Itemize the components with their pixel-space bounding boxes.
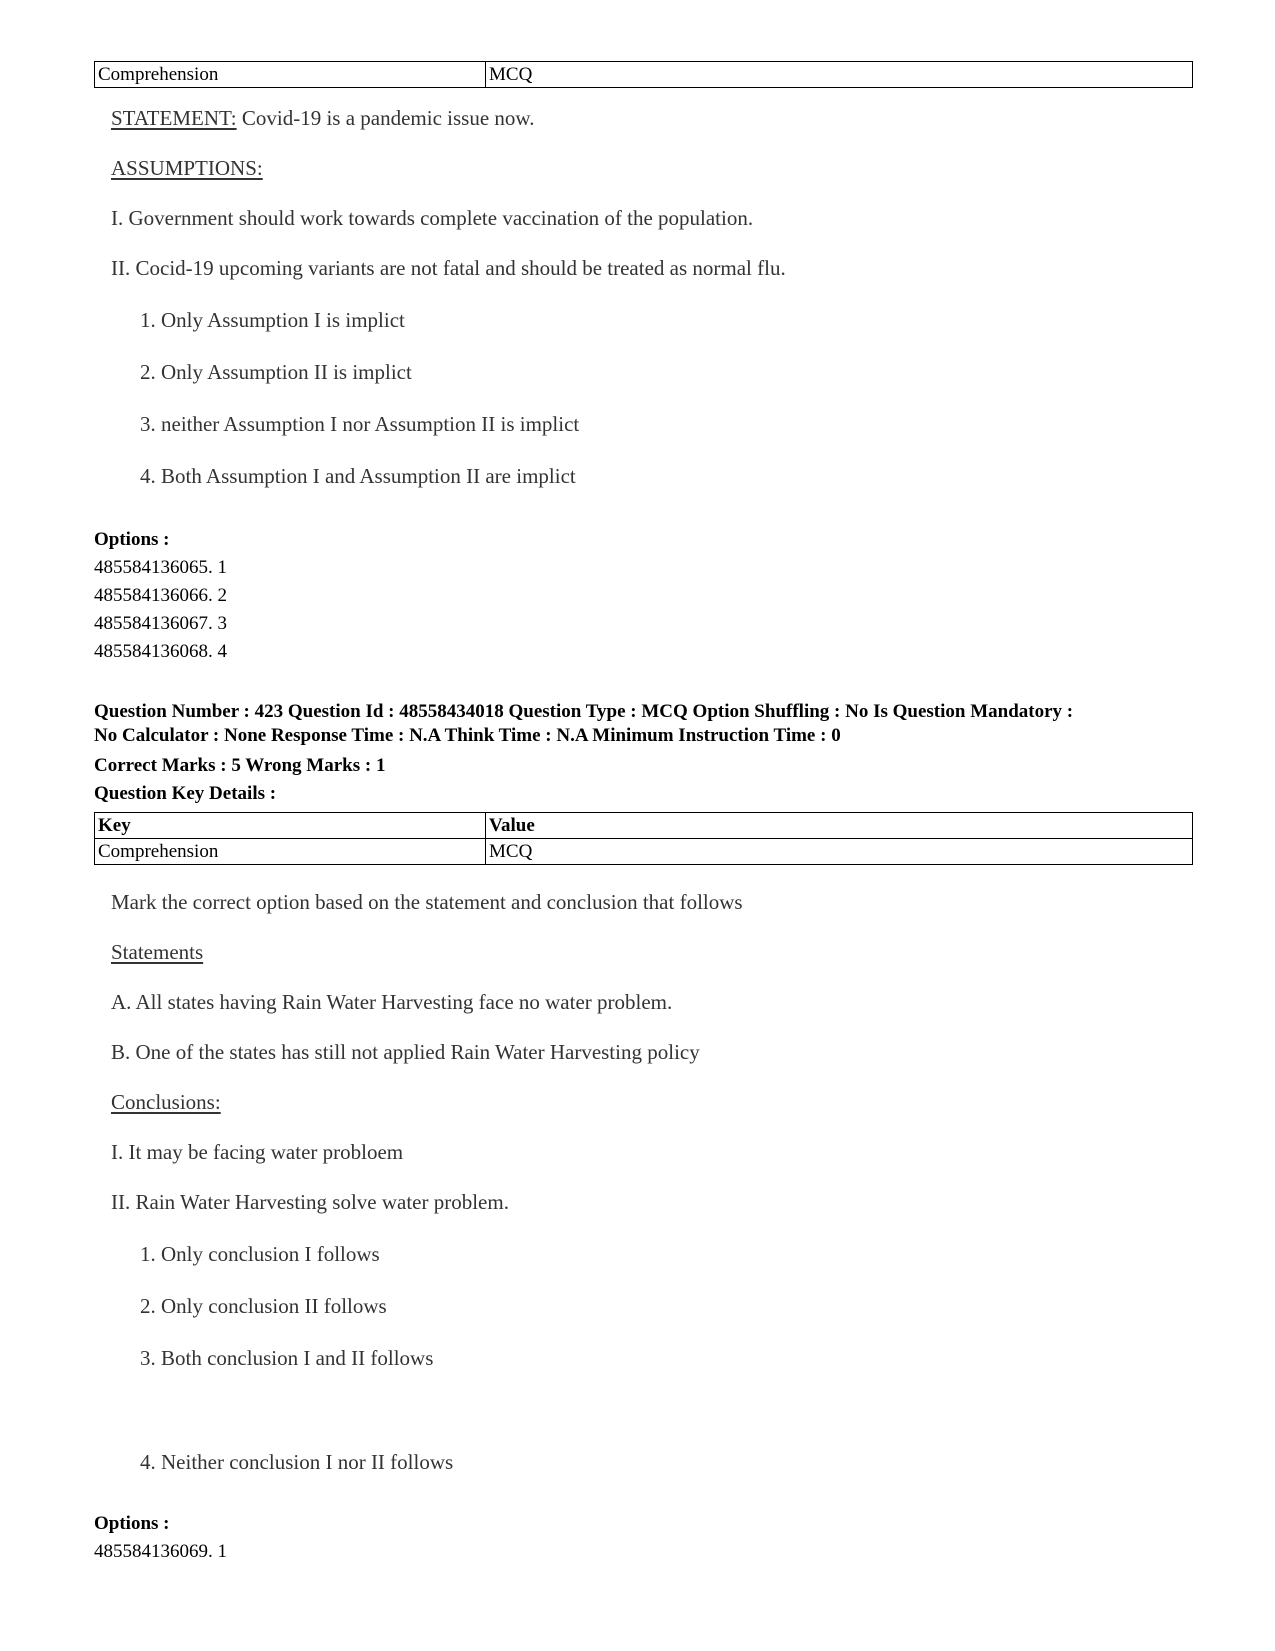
assumption-2: II. Cocid-19 upcoming variants are not fatal and should be treated as normal flu. <box>111 256 786 280</box>
choice-2: 2. Only conclusion II follows <box>140 1294 387 1318</box>
option-item: 485584136065. 1 <box>94 557 227 578</box>
choice-1: 1. Only Assumption I is implict <box>140 308 405 332</box>
option-item: 485584136069. 1 <box>94 1541 227 1562</box>
marks-line: Correct Marks : 5 Wrong Marks : 1 <box>94 755 386 776</box>
question-meta-line-2: No Calculator : None Response Time : N.A Think Time : N.A Minimum Instruction Time : 0 <box>94 725 841 746</box>
choice-2: 2. Only Assumption II is implict <box>140 360 412 384</box>
option-item: 485584136067. 3 <box>94 613 227 634</box>
option-item: 485584136068. 4 <box>94 641 227 662</box>
question-meta-line-1: Question Number : 423 Question Id : 48558434018 Question Type : MCQ Option Shuffling : No Is Question Mandatory : <box>94 701 1074 722</box>
instruction-text: Mark the correct option based on the statement and conclusion that follows <box>111 890 743 914</box>
assumptions-label: ASSUMPTIONS: <box>111 156 263 180</box>
key-details-label: Question Key Details : <box>94 783 277 804</box>
table-header-row <box>95 813 1193 839</box>
statement-a: A. All states having Rain Water Harvesting face no water problem. <box>111 990 673 1014</box>
choice-3: 3. Both conclusion I and II follows <box>140 1346 434 1370</box>
key-cell: Comprehension <box>95 62 486 88</box>
options-label: Options : <box>94 529 170 550</box>
choice-1: 1. Only conclusion I follows <box>140 1242 380 1266</box>
statements-label: Statements <box>111 940 204 964</box>
options-label: Options : <box>94 1513 170 1534</box>
table-row <box>95 62 1193 88</box>
statement-line <box>111 106 534 131</box>
header-value: Value <box>486 813 1193 839</box>
assumption-1: I. Government should work towards complete vaccination of the population. <box>111 206 754 230</box>
statement-text: Covid-19 is a pandemic issue now. <box>236 106 535 130</box>
statement-label: STATEMENT: <box>111 106 237 130</box>
question-key-table <box>94 812 1193 865</box>
conclusion-2: II. Rain Water Harvesting solve water problem. <box>111 1190 509 1214</box>
choice-4: 4. Neither conclusion I nor II follows <box>140 1450 454 1474</box>
choice-4: 4. Both Assumption I and Assumption II are implict <box>140 464 576 488</box>
statement-b: B. One of the states has still not applied Rain Water Harvesting policy <box>111 1040 700 1064</box>
option-item: 485584136066. 2 <box>94 585 227 606</box>
conclusions-label: Conclusions: <box>111 1090 221 1114</box>
value-cell: MCQ <box>486 839 1193 865</box>
header-key: Key <box>95 813 486 839</box>
question-key-table-top <box>94 61 1193 88</box>
table-row <box>95 839 1193 865</box>
choice-3: 3. neither Assumption I nor Assumption II is implict <box>140 412 580 436</box>
value-cell: MCQ <box>486 62 1193 88</box>
key-cell: Comprehension <box>95 839 486 865</box>
question-meta <box>94 700 1204 748</box>
conclusion-1: I. It may be facing water probloem <box>111 1140 404 1164</box>
